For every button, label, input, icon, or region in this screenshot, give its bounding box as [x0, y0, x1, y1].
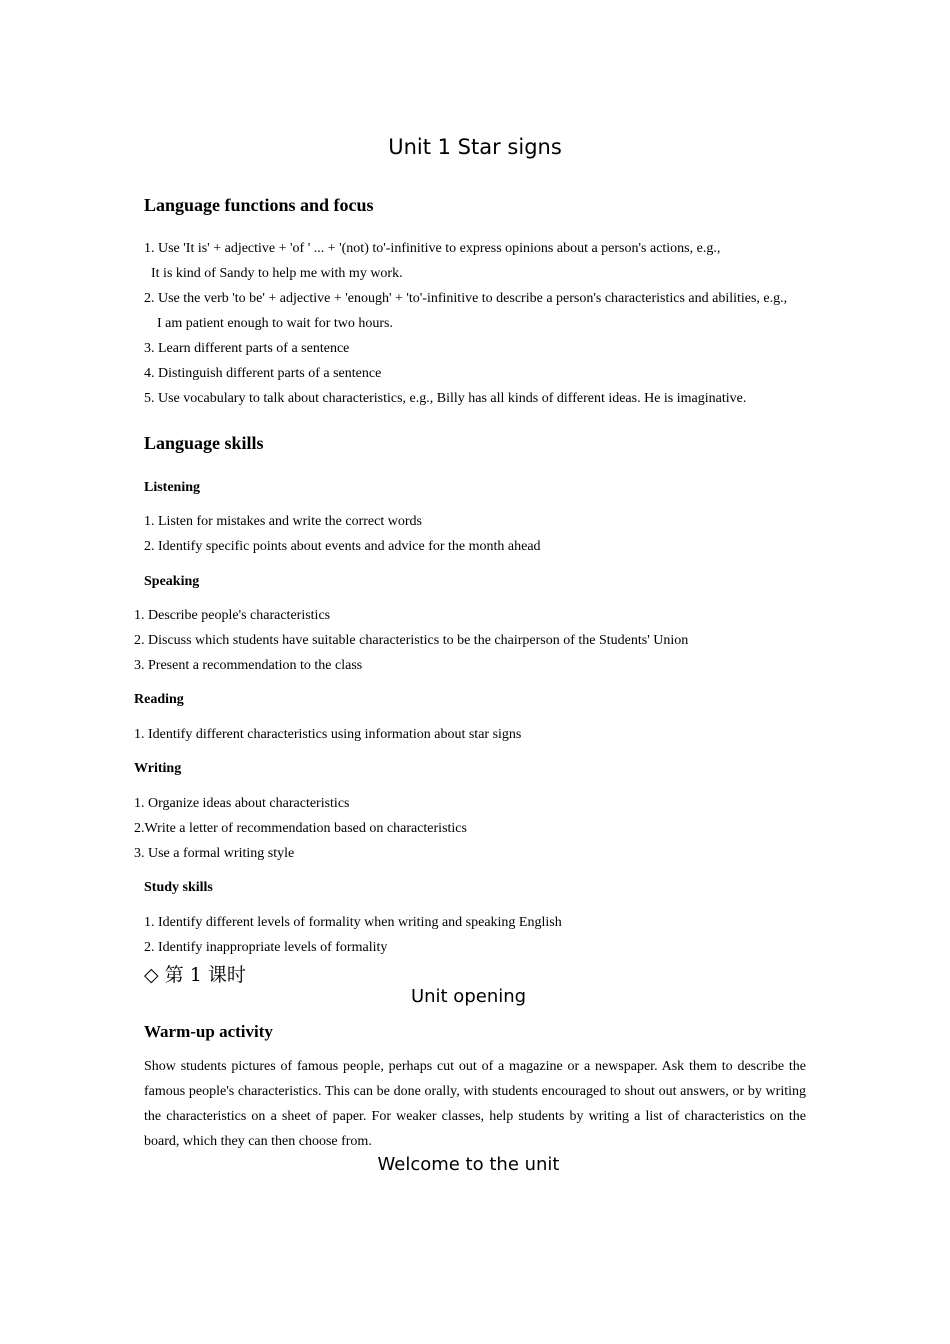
skills-heading: Language skills — [144, 433, 264, 453]
writing-heading: Writing — [134, 761, 182, 776]
warmup-paragraph: Show students pictures of famous people, perhaps cut out of a magazine or a newspaper. Ask them to describe the famous people's characteristics. This can be done orally, with students encouraged to shout out answers, or by writing the characteristics on a sheet of paper. For weaker classes, help students by writing a list of characteristics on the board, which they can then choose from. — [144, 1059, 806, 1149]
study-skills-item: 2. Identify inappropriate levels of formality — [144, 940, 388, 955]
functions-item: 4. Distinguish different parts of a sentence — [144, 366, 382, 381]
functions-item: It is kind of Sandy to help me with my work. — [151, 266, 403, 281]
writing-item: 1. Organize ideas about characteristics — [134, 796, 350, 811]
speaking-item: 3. Present a recommendation to the class — [134, 658, 363, 673]
speaking-item: 1. Describe people's characteristics — [134, 608, 331, 623]
unit-opening-heading: Unit opening — [410, 986, 527, 1007]
writing-item: 3. Use a formal writing style — [134, 846, 295, 861]
reading-item: 1. Identify different characteristics using information about star signs — [134, 727, 522, 742]
lesson-label: ◇ 第 1 课时 — [144, 964, 246, 986]
functions-item: 3. Learn different parts of a sentence — [144, 341, 350, 356]
speaking-heading: Speaking — [144, 574, 200, 589]
study-skills-heading: Study skills — [144, 880, 213, 895]
writing-item: 2.Write a letter of recommendation based on characteristics — [134, 821, 467, 836]
functions-item: 5. Use vocabulary to talk about characteristics, e.g., Billy has all kinds of different ideas. He is imaginative. — [144, 391, 747, 406]
unit-title: Unit 1 Star signs — [388, 135, 562, 159]
functions-item: I am patient enough to wait for two hours. — [157, 316, 394, 331]
speaking-item: 2. Discuss which students have suitable characteristics to be the chairperson of the Students' Union — [134, 633, 689, 648]
functions-heading: Language functions and focus — [144, 195, 374, 215]
warmup-heading: Warm-up activity — [144, 1022, 273, 1041]
listening-item: 1. Listen for mistakes and write the correct words — [144, 514, 422, 529]
reading-heading: Reading — [134, 692, 184, 707]
functions-item: 1. Use 'It is' + adjective + 'of ' ... + '(not) to'-infinitive to express opinions about a person's actions, e.g., — [144, 241, 721, 256]
listening-heading: Listening — [144, 480, 201, 495]
listening-item: 2. Identify specific points about events and advice for the month ahead — [144, 539, 541, 554]
functions-item: 2. Use the verb 'to be' + adjective + 'enough' + 'to'-infinitive to describe a person's characteristics and abilities, e.g., — [144, 291, 788, 306]
welcome-heading: Welcome to the unit — [377, 1154, 560, 1175]
study-skills-item: 1. Identify different levels of formality when writing and speaking English — [144, 915, 562, 930]
